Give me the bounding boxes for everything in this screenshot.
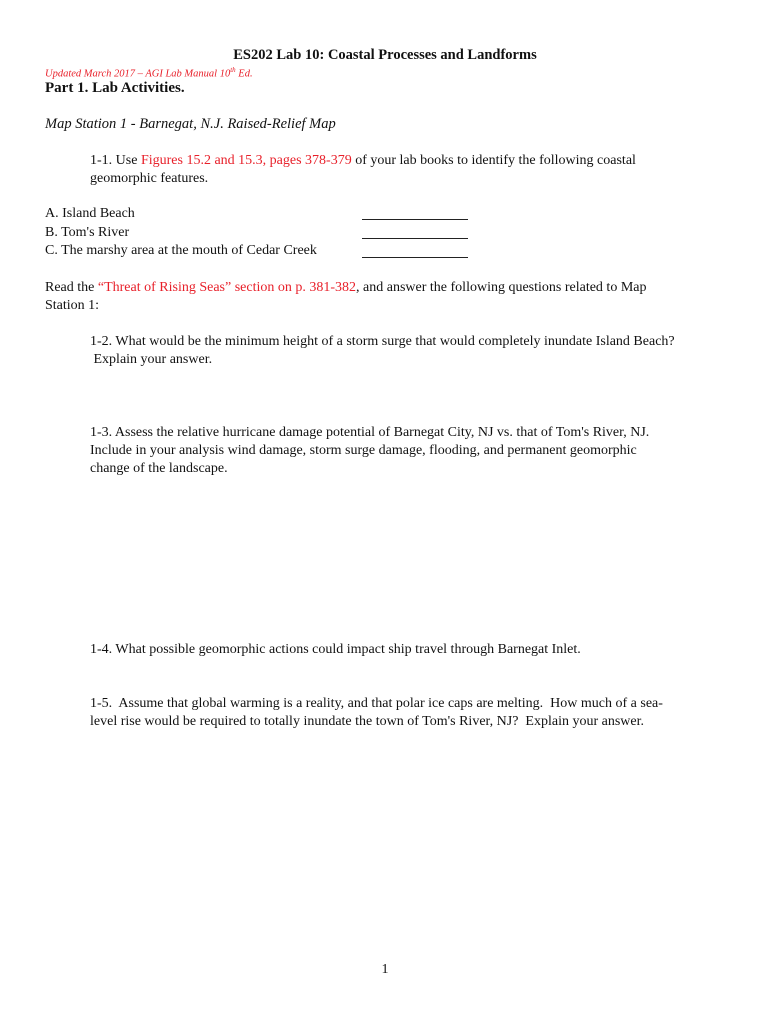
question-1-1-line1: 1-1. Use Figures 15.2 and 15.3, pages 378-379 of your lab books to identify the following coastal [90, 153, 636, 168]
updated-note: Updated March 2017 – AGI Lab Manual 10th Ed. [45, 66, 253, 80]
station-heading: Map Station 1 - Barnegat, N.J. Raised-Relief Map [45, 116, 336, 132]
reading-instruction-line1: Read the “Threat of Rising Seas” section on p. 381-382, and answer the following questions related to Map [45, 280, 647, 295]
reading-instruction-line2: Station 1: [45, 298, 100, 313]
feature-a: A. Island Beach [45, 206, 135, 221]
question-1-2: 1-2. What would be the minimum height of a storm surge that would completely inundate Island Beach? Explain your answer. [90, 334, 675, 367]
feature-b: B. Tom's River [45, 225, 130, 240]
reading-instruction [45, 279, 646, 315]
question-1-5: 1-5. Assume that global warming is a reality, and that polar ice caps are melting. How much of a sea- level rise would be required to totally inundate the town of Tom's River, NJ? Explain your answer. [90, 696, 663, 729]
answer-blank-b[interactable] [362, 238, 468, 239]
question-1-1-line2: geomorphic features. [90, 171, 209, 186]
part-heading: Part 1. Lab Activities. [45, 80, 185, 96]
answer-blank-c[interactable] [362, 257, 468, 258]
section-reference: “Threat of Rising Seas” section on p. 381-382 [97, 280, 357, 295]
document-title: ES202 Lab 10: Coastal Processes and Landforms [233, 47, 537, 63]
page-number: 1 [381, 962, 389, 977]
feature-c: C. The marshy area at the mouth of Cedar Creek [45, 243, 317, 258]
question-1-3: 1-3. Assess the relative hurricane damage potential of Barnegat City, NJ vs. that of Tom's River, NJ. Include in your analysis wind damage, storm surge damage, flooding, and permanent geomorphic change of the landscape. [90, 425, 650, 476]
question-1-1 [90, 152, 636, 188]
answer-blank-a[interactable] [362, 219, 468, 220]
question-1-4: 1-4. What possible geomorphic actions could impact ship travel through Barnegat Inlet. [90, 642, 581, 657]
figure-reference: Figures 15.2 and 15.3, pages 378-379 [140, 153, 352, 168]
